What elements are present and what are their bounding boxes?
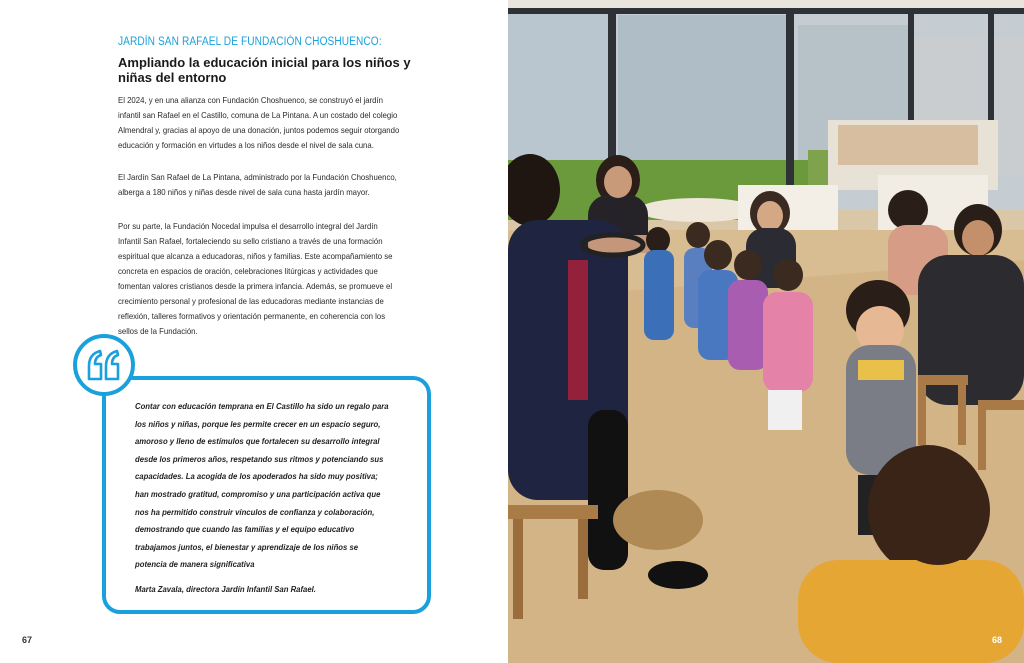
page-number-left: 67: [22, 635, 33, 645]
quote-icon: [73, 334, 135, 396]
quote-author: Marta Zavala, directora Jardín Infantil San Rafael.: [135, 584, 316, 594]
paragraph-2: El Jardín San Rafael de La Pintana, administrado por la Fundación Choshuenco, alberga a 180 niños y niñas desde nivel de sala cuna hasta jardín mayor.: [118, 172, 397, 197]
classroom-photo: [508, 0, 1024, 663]
section-kicker: JARDÍN SAN RAFAEL DE FUNDACIÓN CHOSHUENCO:: [118, 36, 382, 48]
paragraph-1: El 2024, y en una alianza con Fundación Choshuenco, se construyó el jardín infantil san Rafael en el Castillo, comuna de La Pintana. A un costado del colegio Almendral y, gracias al apoyo de una donación, juntos podemos seguir otorgando educación y formación en virtudes a los niños desde el nivel de sala cuna.: [118, 95, 400, 150]
article-headline: Ampliando la educación inicial para los niños y niñas del entorno: [118, 55, 411, 85]
left-page: [0, 0, 508, 663]
page-number-right: 68: [991, 635, 1002, 645]
paragraph-3: Por su parte, la Fundación Nocedal impulsa el desarrollo integral del Jardín Infantil San Rafael, fortaleciendo su sello cristiano a través de una formación espiritual que alcanza a educadoras, niños y familias. Este acompañamiento se concreta en espacios de oración, celebraciones litúrgicas y actividades que fomentan valores cristianos desde la primera infancia. Además, se promueve el crecimiento personal y profesional de las educadoras mediante instancias de reflexión, talleres formativos y orientación permanente, en coherencia con los sellos de la Fundación.: [118, 221, 393, 336]
quote-text: Contar con educación temprana en El Castillo ha sido un regalo para los niños y niñas, porque les permite crecer en un espacio seguro, amoroso y lleno de estímulos que fortalecen su desarrollo integral desde los primeros años, respetando sus ritmos y potenciando sus capacidades. La acogida de los apoderados ha sido muy positiva; han mostrado gratitud, compromiso y una participación activa que nos ha permitido construir vínculos de confianza y colaboración, demostrando que cuando las familias y el equipo educativo trabajamos juntos, el bienestar y aprendizaje de los niños se potencia de manera significativa: [135, 401, 389, 570]
